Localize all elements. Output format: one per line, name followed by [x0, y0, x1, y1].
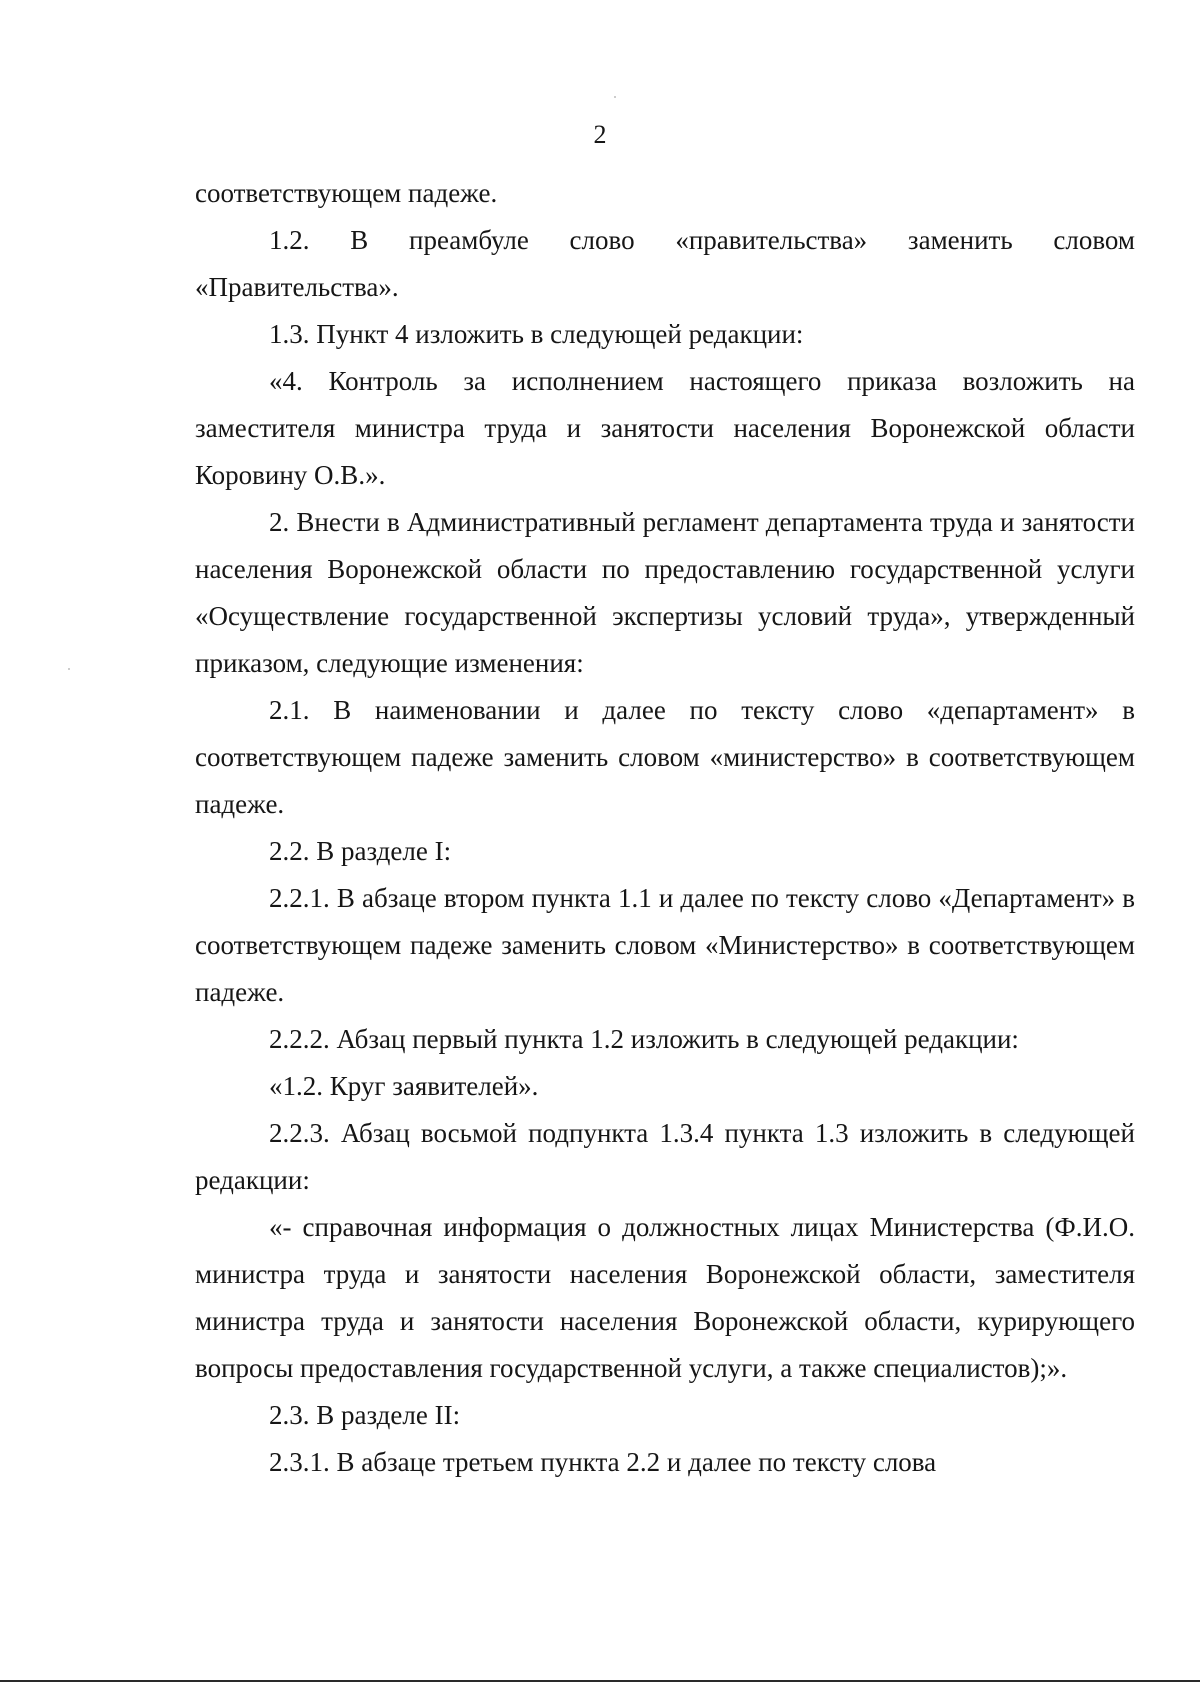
document-body — [195, 170, 1135, 1486]
page-number: 2 — [593, 120, 607, 149]
paragraph-quote-reference: «- справочная информация о должностных лицах Министерства (Ф.И.О. министра труда и занятости населения Воронежской области, заместителя министра труда и занятости населения Воронежской области, курирующего вопросы предоставления государственной услуги, а также специалистов);». — [195, 1212, 1135, 1383]
bottom-rule — [0, 1680, 1200, 1682]
paragraph-2-2: 2.2. В разделе I: — [269, 836, 452, 866]
scan-speck — [68, 668, 70, 670]
paragraph-2-3: 2.3. В разделе II: — [269, 1400, 461, 1430]
paragraph-2-3-1: 2.3.1. В абзаце третьем пункта 2.2 и далее по тексту слова — [269, 1447, 937, 1477]
paragraph-1-3: 1.3. Пункт 4 изложить в следующей редакции: — [269, 319, 804, 349]
paragraph-continuation: соответствующем падеже. — [195, 178, 498, 208]
paragraph-1-2: 1.2. В преамбуле слово «правительства» заменить словом «Правительства». — [195, 225, 1135, 302]
paragraph-quote-1-2: «1.2. Круг заявителей». — [269, 1071, 539, 1101]
paragraph-2-2-3: 2.2.3. Абзац восьмой подпункта 1.3.4 пункта 1.3 изложить в следующей редакции: — [195, 1118, 1135, 1195]
paragraph-quote-4: «4. Контроль за исполнением настоящего приказа возложить на заместителя министра труда и занятости населения Воронежской области Коровину О.В.». — [195, 366, 1135, 490]
scan-speck — [614, 96, 616, 98]
paragraph-2-1: 2.1. В наименовании и далее по тексту слово «департамент» в соответствующем падеже заменить словом «министерство» в соответствующем падеже. — [195, 695, 1135, 819]
paragraph-2-2-1: 2.2.1. В абзаце втором пункта 1.1 и далее по тексту слово «Департамент» в соответствующем падеже заменить словом «Министерство» в соответствующем падеже. — [195, 883, 1135, 1007]
paragraph-2: 2. Внести в Административный регламент департамента труда и занятости населения Воронежской области по предоставлению государственной услуги «Осуществление государственной экспертизы условий труда», утвержденный приказом, следующие изменения: — [195, 507, 1135, 678]
paragraph-2-2-2: 2.2.2. Абзац первый пункта 1.2 изложить в следующей редакции: — [269, 1024, 1019, 1054]
